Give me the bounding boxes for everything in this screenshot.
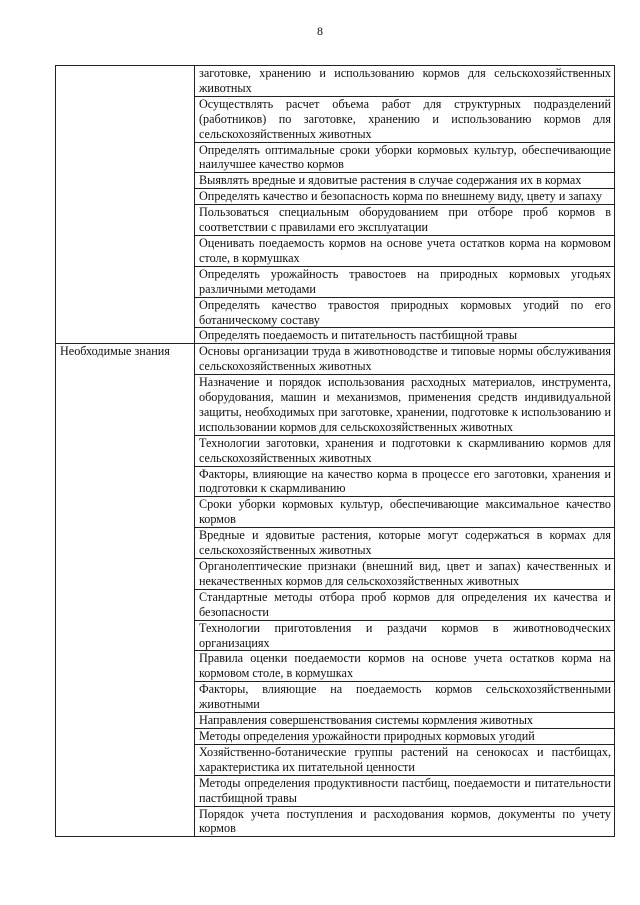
knowledge-item: Методы определения урожайности природных кормовых угодий — [195, 728, 615, 744]
knowledge-item: Направления совершенствования системы кормления животных — [195, 713, 615, 729]
skill-item: Осуществлять расчет объема работ для структурных подразделений (работников) по заготовке, хранению и использованию кормов для сельскохозяйственных животных — [195, 96, 615, 142]
knowledge-item: Правила оценки поедаемости кормов на основе учета остатков корма на кормовом столе, в кормушках — [195, 651, 615, 682]
skill-item: заготовке, хранению и использованию кормов для сельскохозяйственных животных — [195, 66, 615, 97]
skill-item: Выявлять вредные и ядовитые растения в случае содержания их в кормах — [195, 173, 615, 189]
skill-item: Определять качество и безопасность корма по внешнему виду, цвету и запаху — [195, 189, 615, 205]
skill-item: Пользоваться специальным оборудованием при отборе проб кормов в соответствии с правилами его эксплуатации — [195, 205, 615, 236]
knowledge-item: Факторы, влияющие на поедаемость кормов сельскохозяйственными животными — [195, 682, 615, 713]
knowledge-item: Факторы, влияющие на качество корма в процессе его заготовки, хранения и подготовки к скармливанию — [195, 466, 615, 497]
knowledge-item: Хозяйственно-ботанические группы растений на сенокосах и пастбищах, характеристика их питательной ценности — [195, 744, 615, 775]
knowledge-label: Необходимые знания — [56, 344, 195, 837]
knowledge-item: Порядок учета поступления и расходования кормов, документы по учету кормов — [195, 806, 615, 837]
skill-item: Определять поедаемость и питательность пастбищной травы — [195, 328, 615, 344]
knowledge-item: Технологии заготовки, хранения и подготовки к скармливанию кормов для сельскохозяйственных животных — [195, 435, 615, 466]
knowledge-item: Основы организации труда в животноводстве и типовые нормы обслуживания сельскохозяйственных животных — [195, 344, 615, 375]
skill-item: Оценивать поедаемость кормов на основе учета остатков корма на кормовом столе, в кормушках — [195, 235, 615, 266]
knowledge-item: Назначение и порядок использования расходных материалов, инструмента, оборудования, машин и механизмов, применения средств индивидуальной защиты, необходимых при заготовке, хранении, подготовке к использованию и использовании кормов для сельскохозяйственных животных — [195, 375, 615, 436]
table-row — [56, 66, 615, 97]
page-number: 8 — [317, 24, 323, 38]
knowledge-item: Вредные и ядовитые растения, которые могут содержаться в кормах для сельскохозяйственных животных — [195, 528, 615, 559]
knowledge-item: Технологии приготовления и раздачи кормов в животноводческих организациях — [195, 620, 615, 651]
knowledge-item: Методы определения продуктивности пастбищ, поедаемости и питательности пастбищной травы — [195, 775, 615, 806]
table-row — [56, 344, 615, 375]
skill-item: Определять урожайность травостоев на природных кормовых угодьях различными методами — [195, 266, 615, 297]
skills-label-cell — [56, 66, 195, 344]
skill-item: Определять качество травостоя природных кормовых угодий по его ботаническому составу — [195, 297, 615, 328]
requirements-table — [55, 65, 615, 837]
knowledge-item: Стандартные методы отбора проб кормов для определения их качества и безопасности — [195, 589, 615, 620]
knowledge-item: Сроки уборки кормовых культур, обеспечивающие максимальное качество кормов — [195, 497, 615, 528]
knowledge-item: Органолептические признаки (внешний вид, цвет и запах) качественных и некачественных кормов для сельскохозяйственных животных — [195, 559, 615, 590]
skill-item: Определять оптимальные сроки уборки кормовых культур, обеспечивающие наилучшее качество кормов — [195, 142, 615, 173]
